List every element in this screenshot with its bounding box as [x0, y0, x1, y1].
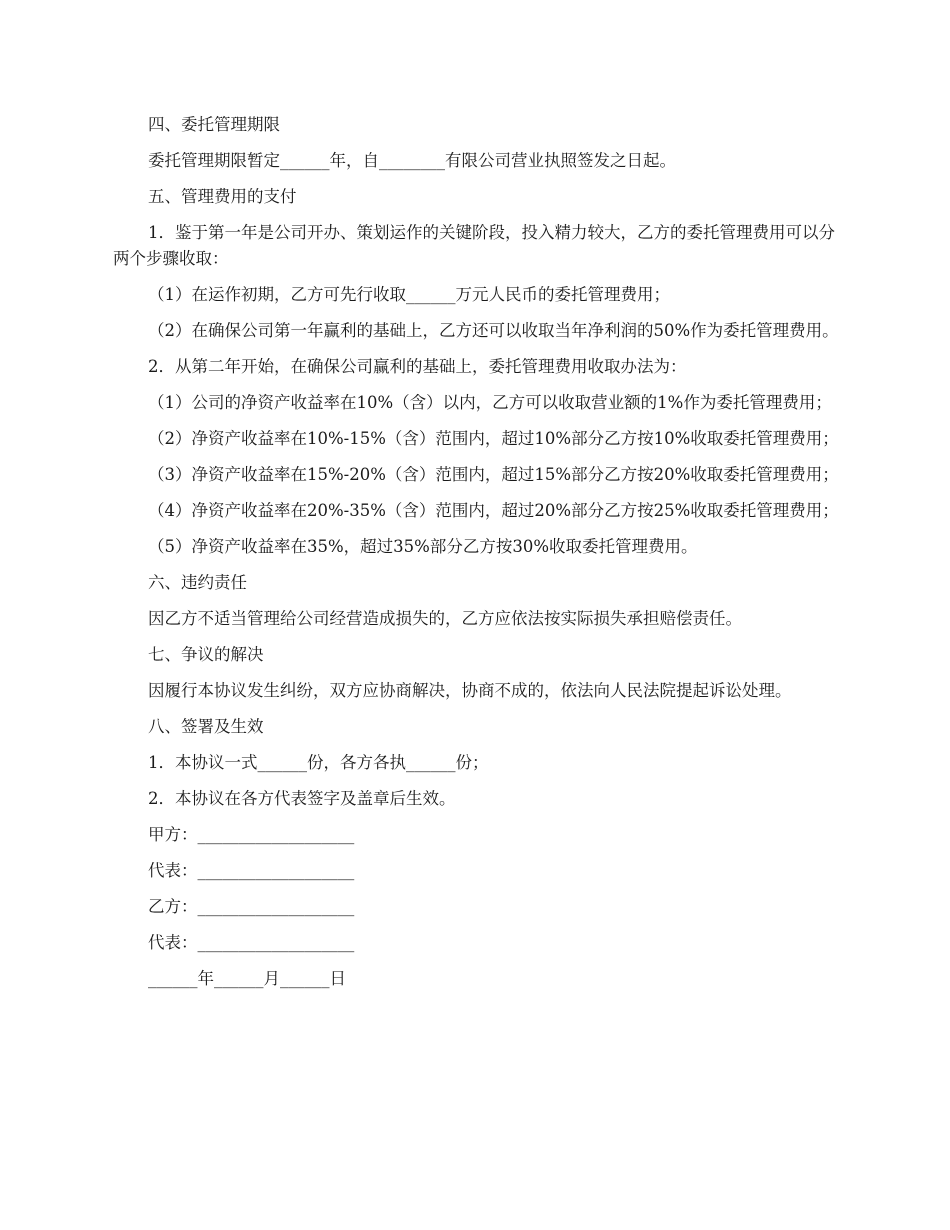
signature-representative-b: 代表：___________________	[148, 933, 355, 952]
paragraph-term: 委托管理期限暂定______年，自________有限公司营业执照签发之日起。	[148, 151, 676, 170]
paragraph-fee-2-5: （5）净资产收益率在35%，超过35%部分乙方按30%收取委托管理费用。	[148, 537, 698, 556]
paragraph-dispute: 因履行本协议发生纠纷，双方应协商解决，协商不成的，依法向人民法院提起诉讼处理。	[148, 681, 792, 700]
signature-party-b: 乙方：___________________	[148, 897, 355, 916]
signature-party-a: 甲方：___________________	[148, 825, 355, 844]
paragraph-fee-2-2: （2）净资产收益率在10%-15%（含）范围内，超过10%部分乙方按10%收取委托管理费用；	[148, 429, 839, 448]
signature-date: ______年______月______日	[148, 969, 346, 988]
paragraph-breach: 因乙方不适当管理给公司经营造成损失的，乙方应依法按实际损失承担赔偿责任。	[148, 609, 742, 628]
paragraph-fee-1: 1．鉴于第一年是公司开办、策划运作的关键阶段，投入精力较大，乙方的委托管理费用可以分两个步骤收取：	[113, 223, 835, 268]
section-heading-fee: 五、管理费用的支付	[148, 187, 297, 206]
paragraph-fee-2-4: （4）净资产收益率在20%-35%（含）范围内，超过20%部分乙方按25%收取委托管理费用；	[148, 501, 839, 520]
section-heading-dispute: 七、争议的解决	[148, 645, 264, 664]
paragraph-fee-2: 2．从第二年开始，在确保公司赢利的基础上，委托管理费用收取办法为：	[148, 357, 687, 376]
section-heading-term: 四、委托管理期限	[148, 115, 280, 134]
section-heading-signing: 八、签署及生效	[148, 717, 264, 736]
paragraph-fee-1-1: （1）在运作初期，乙方可先行收取______万元人民币的委托管理费用；	[148, 285, 670, 304]
signature-representative-a: 代表：___________________	[148, 861, 355, 880]
paragraph-fee-2-1: （1）公司的净资产收益率在10%（含）以内，乙方可以收取营业额的1%作为委托管理费用；	[148, 393, 832, 412]
paragraph-signing-1: 1．本协议一式______份，各方各执______份；	[148, 753, 489, 772]
paragraph-fee-2-3: （3）净资产收益率在15%-20%（含）范围内，超过15%部分乙方按20%收取委托管理费用；	[148, 465, 839, 484]
paragraph-signing-2: 2．本协议在各方代表签字及盖章后生效。	[148, 789, 456, 808]
document-body	[113, 112, 839, 1002]
paragraph-fee-1-2: （2）在确保公司第一年赢利的基础上，乙方还可以收取当年净利润的50%作为委托管理费用。	[148, 321, 839, 340]
section-heading-breach: 六、违约责任	[148, 573, 247, 592]
